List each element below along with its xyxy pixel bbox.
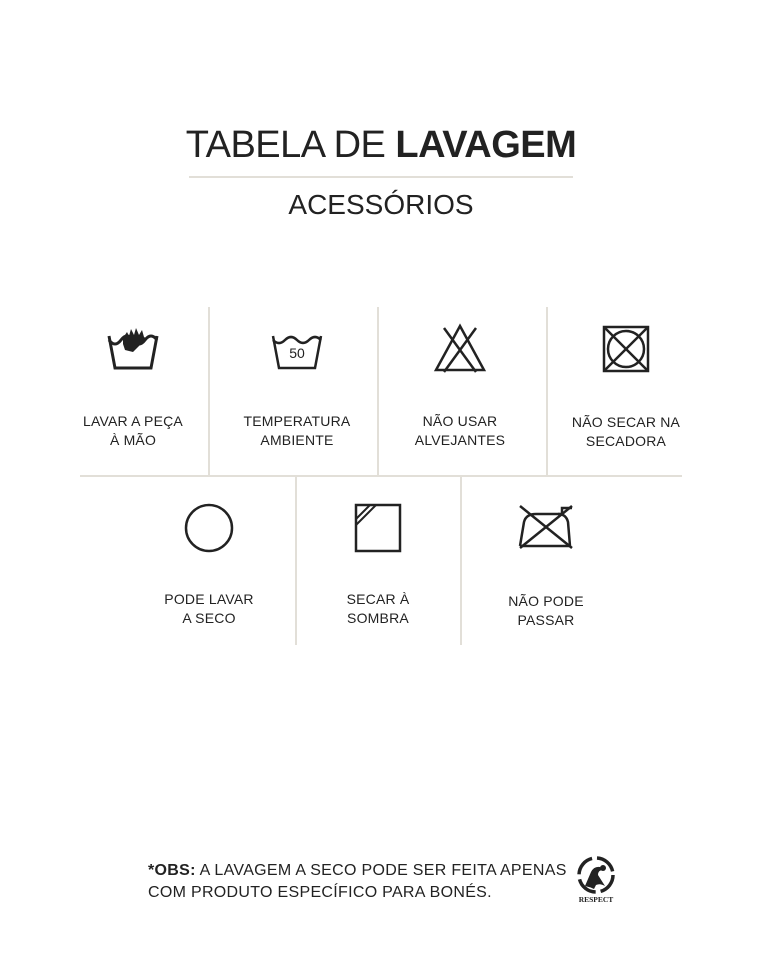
grid-divider — [295, 477, 297, 645]
grid-divider — [460, 477, 462, 645]
care-label-line2: SOMBRA — [347, 610, 409, 626]
care-item-no-bleach — [385, 322, 535, 450]
no-tumble-dry-icon — [596, 323, 656, 375]
care-item-hand-wash — [58, 326, 208, 450]
grid-divider — [80, 475, 682, 477]
care-item-dry-clean — [134, 502, 284, 628]
wash-temperature-icon — [267, 326, 327, 374]
page-subtitle: ACESSÓRIOS — [288, 189, 474, 220]
care-item-no-iron — [471, 502, 621, 630]
dry-clean-icon — [179, 502, 239, 554]
no-bleach-icon — [430, 322, 490, 374]
care-label-line2: PASSAR — [517, 612, 575, 628]
care-label-line1: NÃO PODE — [508, 593, 584, 609]
respect-logo — [572, 856, 620, 904]
obs-text: A LAVAGEM A SECO PODE SER FEITA APENAS COM PRODUTO ESPECÍFICO PARA BONÉS. — [148, 862, 567, 901]
temperature-value: 50 — [289, 345, 305, 361]
care-label-line1: LAVAR A PEÇA — [83, 413, 183, 429]
obs-note — [148, 860, 588, 904]
title-light: TABELA DE — [185, 124, 396, 166]
title-divider — [189, 176, 573, 178]
grid-divider — [208, 307, 210, 475]
hand-wash-icon — [103, 326, 163, 374]
care-label-line1: NÃO SECAR NA — [571, 414, 681, 430]
care-label-line2: A SECO — [182, 610, 236, 626]
care-item-no-tumble-dry — [551, 323, 701, 451]
grid-divider — [377, 307, 379, 475]
care-item-temperature — [222, 326, 372, 450]
care-label-line2: À MÃO — [109, 432, 157, 448]
page-title — [0, 124, 762, 167]
care-label-line2: AMBIENTE — [260, 432, 334, 448]
dry-in-shade-icon — [348, 502, 408, 554]
logo-text: RESPECT — [578, 895, 614, 904]
care-label-line1: PODE LAVAR — [164, 591, 254, 607]
care-item-dry-in-shade — [303, 502, 453, 628]
care-label-line2: SECADORA — [585, 433, 667, 449]
obs-label: *OBS: — [148, 862, 196, 879]
care-label-line2: ALVEJANTES — [414, 432, 506, 448]
care-label-line1: NÃO USAR — [422, 413, 498, 429]
title-bold: LAVAGEM — [395, 124, 577, 166]
grid-divider — [546, 307, 548, 475]
care-label-line1: SECAR À — [346, 591, 410, 607]
no-iron-icon — [514, 502, 578, 554]
care-label-line1: TEMPERATURA — [243, 413, 351, 429]
